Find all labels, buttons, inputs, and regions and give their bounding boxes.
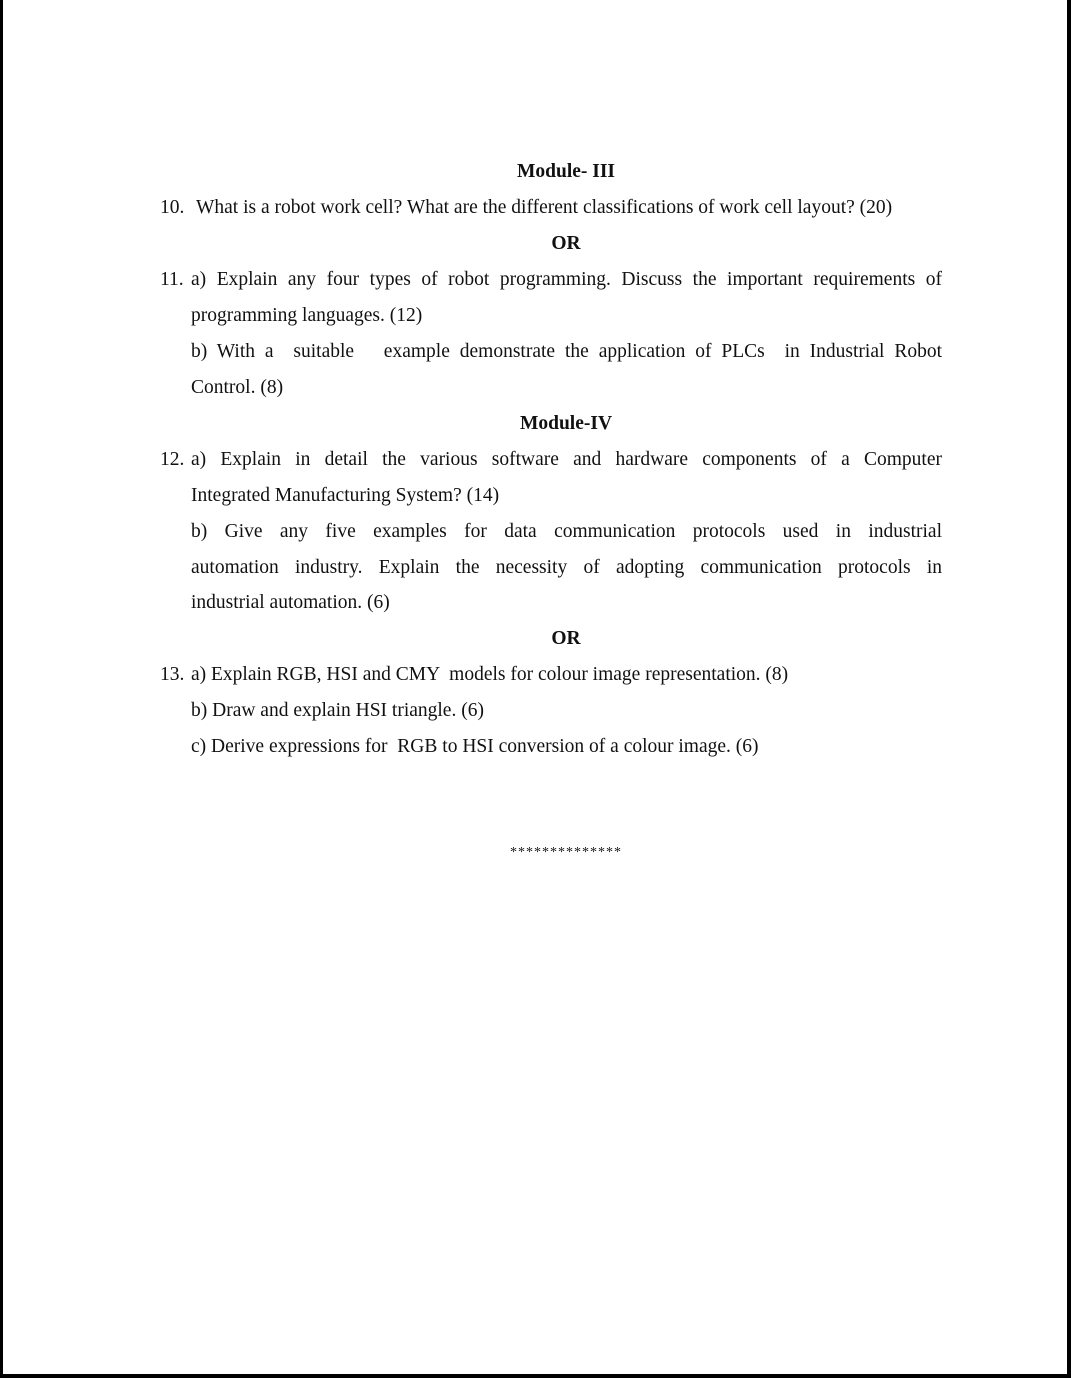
question-12-number: 12. (160, 449, 185, 470)
or-separator-2: OR (551, 628, 581, 649)
question-11a-line1: a) Explain any four types of robot programming. Discuss the important requirements of (191, 269, 942, 290)
question-10-text: What is a robot work cell? What are the different classifications of work cell layout? (20) (196, 197, 893, 218)
question-11b-line2: Control. (8) (191, 377, 284, 398)
question-12b-line3: industrial automation. (6) (191, 592, 390, 613)
question-13b: b) Draw and explain HSI triangle. (6) (191, 700, 484, 721)
exam-page (3, 0, 1067, 1374)
end-of-paper-stars: ************** (510, 845, 622, 860)
question-10-number: 10. (160, 197, 185, 218)
module-3-heading: Module- III (516, 161, 616, 182)
question-12a-line1: a) Explain in detail the various software and hardware components of a Computer (191, 449, 942, 470)
question-13a: a) Explain RGB, HSI and CMY models for colour image representation. (8) (191, 664, 789, 685)
question-12b-line2: automation industry. Explain the necessity of adopting communication protocols in (191, 557, 942, 578)
or-separator-1: OR (551, 233, 581, 254)
module-4-heading: Module-IV (519, 413, 613, 434)
question-11a-line2: programming languages. (12) (191, 305, 423, 326)
question-11-number: 11. (160, 269, 184, 290)
question-13c: c) Derive expressions for RGB to HSI conversion of a colour image. (6) (191, 736, 759, 757)
question-13-number: 13. (160, 664, 185, 685)
question-12b-line1: b) Give any five examples for data communication protocols used in industrial (191, 521, 942, 542)
question-12a-line2: Integrated Manufacturing System? (14) (191, 485, 500, 506)
question-11b-line1: b) With a suitable example demonstrate the application of PLCs in Industrial Robot (191, 341, 942, 362)
